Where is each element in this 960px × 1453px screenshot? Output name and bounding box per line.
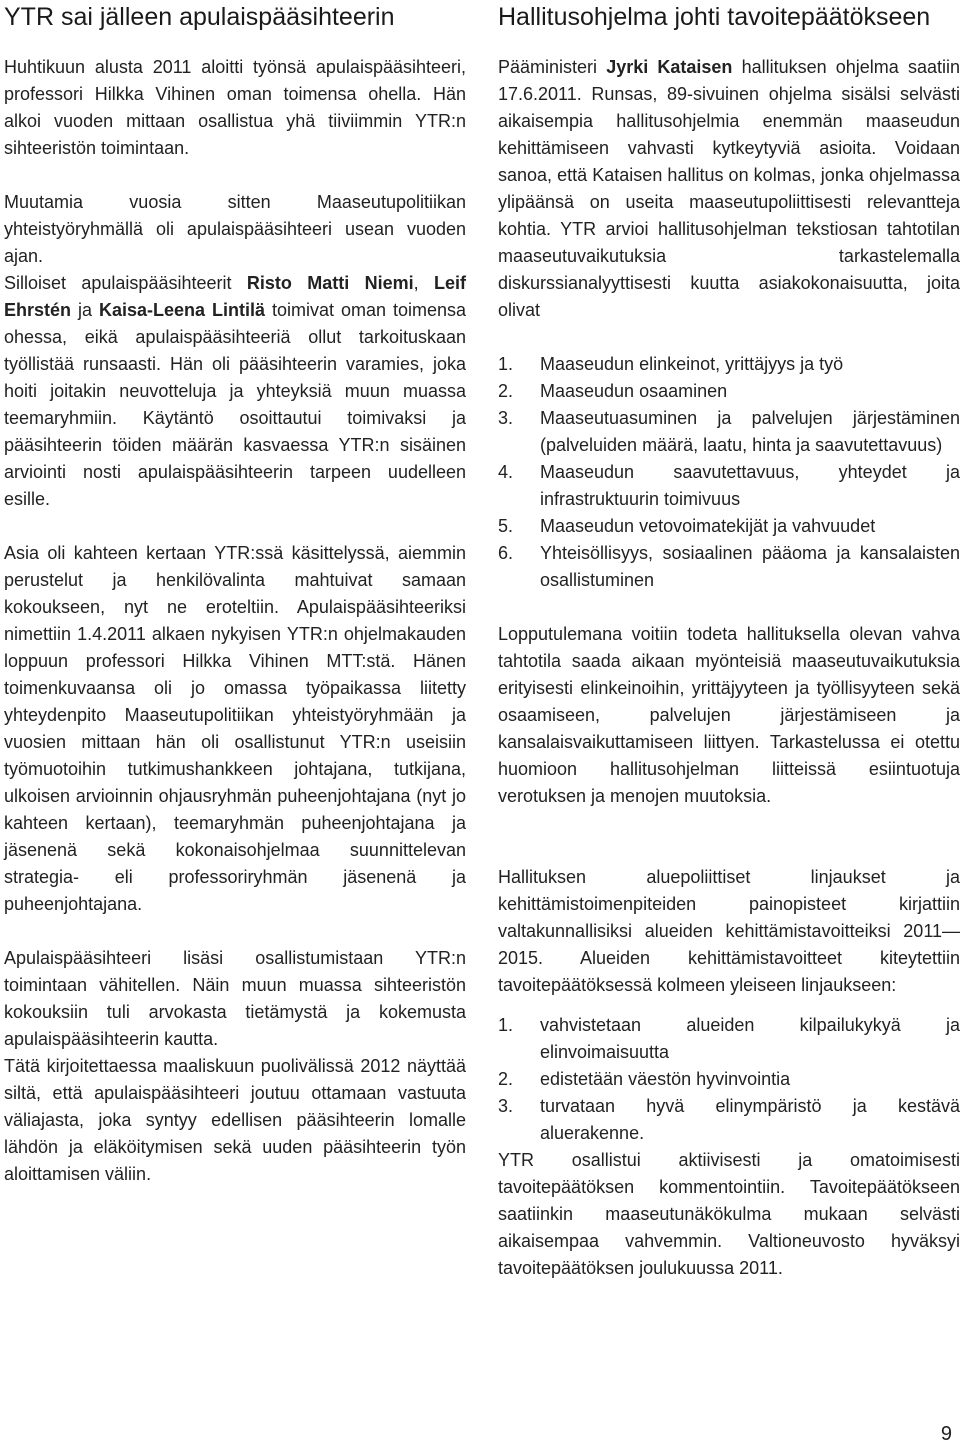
list-item (498, 459, 960, 513)
list-item-number: 1. (498, 354, 514, 374)
list-item (498, 351, 960, 378)
list-item-text: Yhteisöllisyys, sosiaalinen pääoma ja kansalaisten osallistuminen (540, 543, 960, 590)
right-paragraph-4: YTR osallistui aktiivisesti ja omatoimisesti tavoitepäätöksen kommentointiin. Tavoitepäätökseen saatiinkin maaseutunäkökulma mukaan selvästi aikaisempaa vahvemmin. Valtioneuvosto hyväksyi tavoitepäätöksen joulukuussa 2011. (498, 1150, 960, 1278)
guideline-list (498, 1012, 960, 1147)
list-item-number: 6. (498, 543, 514, 563)
left-column (4, 0, 466, 1188)
left-paragraph-3: Silloiset apulaispääsihteerit Risto Matti Niemi, Leif Ehrstén ja Kaisa-Leena Lintilä toimivat oman toimensa ohessa, eikä apulaispääsihteeriä ollut tarkoituskaan työllistää runsaasti. Hän oli pääsihteerin varamies, joka hoiti joitakin neuvotteluja ja yhteyksiä muun muassa teemaryhmiin. Käytäntö osoittautui toimivaksi ja pääsihteerin töiden määrän kasvaessa YTR:n sisäinen arviointi nosti apulaispääsihteerin tarpeen uudelleen esille. (4, 273, 466, 509)
list-item (498, 1066, 960, 1093)
left-paragraph-5: Apulaispääsihteeri lisäsi osallistumistaan YTR:n toimintaan vähitellen. Näin muun muassa sihteeristön kokouksiin tuli arvokasta tietämystä ja kokemusta apulaispääsihteerin kautta. (4, 948, 466, 1049)
list-item-text: vahvistetaan alueiden kilpailukykyä ja elinvoimaisuutta (540, 1015, 960, 1062)
list-item-text: turvataan hyvä elinympäristö ja kestävä aluerakenne. (540, 1096, 960, 1143)
list-item-text: Maaseudun osaaminen (540, 381, 728, 401)
right-column (498, 0, 960, 1282)
right-paragraph-1: Pääministeri Jyrki Kataisen hallituksen ohjelma saatiin 17.6.2011. Runsas, 89-sivuinen ohjelma sisälsi selvästi aikaisempia hallitusohjelmia enemmän maaseudun kehittämiseen vahvasti kytkeytyviä asioita. Voidaan sanoa, että Kataisen hallitus on kolmas, jonka ohjelmassa ylipäänsä on useita maaseutupoliittisesti relevantteja kohtia. YTR arvioi hallitusohjelman tekstiosan tahtotilan maaseutuvaikutuksia tarkastelemalla diskurssianalyyttisesti kuutta asiakokonaisuutta, joita olivat (498, 57, 960, 320)
list-item (498, 1093, 960, 1147)
list-item-text: Maaseudun saavutettavuus, yhteydet ja infrastruktuurin toimivuus (540, 462, 960, 509)
left-paragraph-2: Muutamia vuosia sitten Maaseutupolitiikan yhteistyöryhmällä oli apulaispääsihteeri usean vuoden ajan. (4, 192, 466, 266)
name-risto-matti-niemi: Risto Matti Niemi (246, 273, 414, 293)
list-item (498, 513, 960, 540)
list-item-text: Maaseudun elinkeinot, yrittäjyys ja työ (540, 354, 844, 374)
topic-list (498, 351, 960, 594)
right-paragraph-3: Hallituksen aluepoliittiset linjaukset ja kehittämistoimenpiteiden painopisteet kirjattiin valtakunnallisiksi alueiden kehittämistavoitteiksi 2011—2015. Alueiden kehittämistavoitteet kiteytettiin tavoitepäätöksessä kolmeen yleiseen linjaukseen: (498, 867, 960, 995)
list-item-number: 1. (498, 1015, 514, 1035)
list-item (498, 378, 960, 405)
list-item-text: Maaseudun vetovoimatekijät ja vahvuudet (540, 516, 876, 536)
list-item (498, 540, 960, 594)
left-paragraph-1: Huhtikuun alusta 2011 aloitti työnsä apulaispääsihteeri, professori Hilkka Vihinen oman toimensa ohella. Hän alkoi vuoden mittaan osallistua yhä tiiviimmin YTR:n sihteeristön toimintaan. (4, 57, 466, 158)
list-item-text: Maaseutuasuminen ja palvelujen järjestäminen (palveluiden määrä, laatu, hinta ja saavutettavuus) (540, 408, 960, 455)
list-item-number: 3. (498, 1096, 514, 1116)
list-item-number: 2. (498, 1069, 514, 1089)
list-item (498, 405, 960, 459)
name-leif-ehrsten: Leif Ehrstén (4, 273, 466, 320)
page-number: 9 (940, 1423, 952, 1445)
list-item-number: 3. (498, 408, 514, 428)
left-paragraph-6: Tätä kirjoitettaessa maaliskuun puolivälissä 2012 näyttää siltä, että apulaispääsihteeri joutuu ottamaan vastuuta väliajasta, joka syntyy edellisen pääsihteerin lomalle lähdön ja eläköitymisen sekä uuden pääsihteerin työn aloittamisen väliin. (4, 1056, 466, 1184)
list-item (498, 1012, 960, 1066)
list-item-number: 5. (498, 516, 514, 536)
name-kaisa-leena-lintila: Kaisa-Leena Lintilä (98, 300, 265, 320)
list-item-text: edistetään väestön hyvinvointia (540, 1069, 791, 1089)
left-section-title: YTR sai jälleen apulaispääsihteerin (4, 3, 395, 31)
right-section-title: Hallitusohjelma johti tavoitepäätökseen (498, 3, 931, 31)
list-item-number: 2. (498, 381, 514, 401)
left-paragraph-4: Asia oli kahteen kertaan YTR:ssä käsittelyssä, aiemmin perustelut ja henkilövalinta mahtuivat samaan kokoukseen, nyt ne eroteltiin. Apulaispääsihteeriksi nimettiin 1.4.2011 alkaen nykyisen YTR:n ohjelmakauden loppuun professori Hilkka Vihinen MTT:stä. Hänen toimenkuvaansa oli jo omassa työpaikassa liitetty yhteydenpito Maaseutupolitiikan yhteistyöryhmään ja vuosien mittaan hän oli osallistunut YTR:n useisiin työmuotoihin tutkimushankkeen johtajana, tutkijana, ulkoisen arvioinnin ohjausryhmän puheenjohtajana (nyt jo kahteen kertaan), teemaryhmän puheenjohtajana ja jäsenenä sekä kokonaisohjelmaa suunnittelevan strategia- eli professoriryhmän jäsenenä ja puheenjohtajana. (4, 543, 466, 914)
right-paragraph-2: Lopputulemana voitiin todeta hallituksella olevan vahva tahtotila saada aikaan myönteisiä maaseutuvaikutuksia erityisesti elinkeinoihin, yrittäjyyteen ja työllisyyteen sekä osaamiseen, palvelujen järjestämiseen ja kansalaisvaikuttamiseen liittyen. Tarkastelussa ei otettu huomioon hallitusohjelman liitteissä esiintuotuja verotuksen ja menojen muutoksia. (498, 624, 960, 806)
list-item-number: 4. (498, 462, 514, 482)
name-jyrki-kataisen: Jyrki Kataisen (606, 57, 733, 77)
